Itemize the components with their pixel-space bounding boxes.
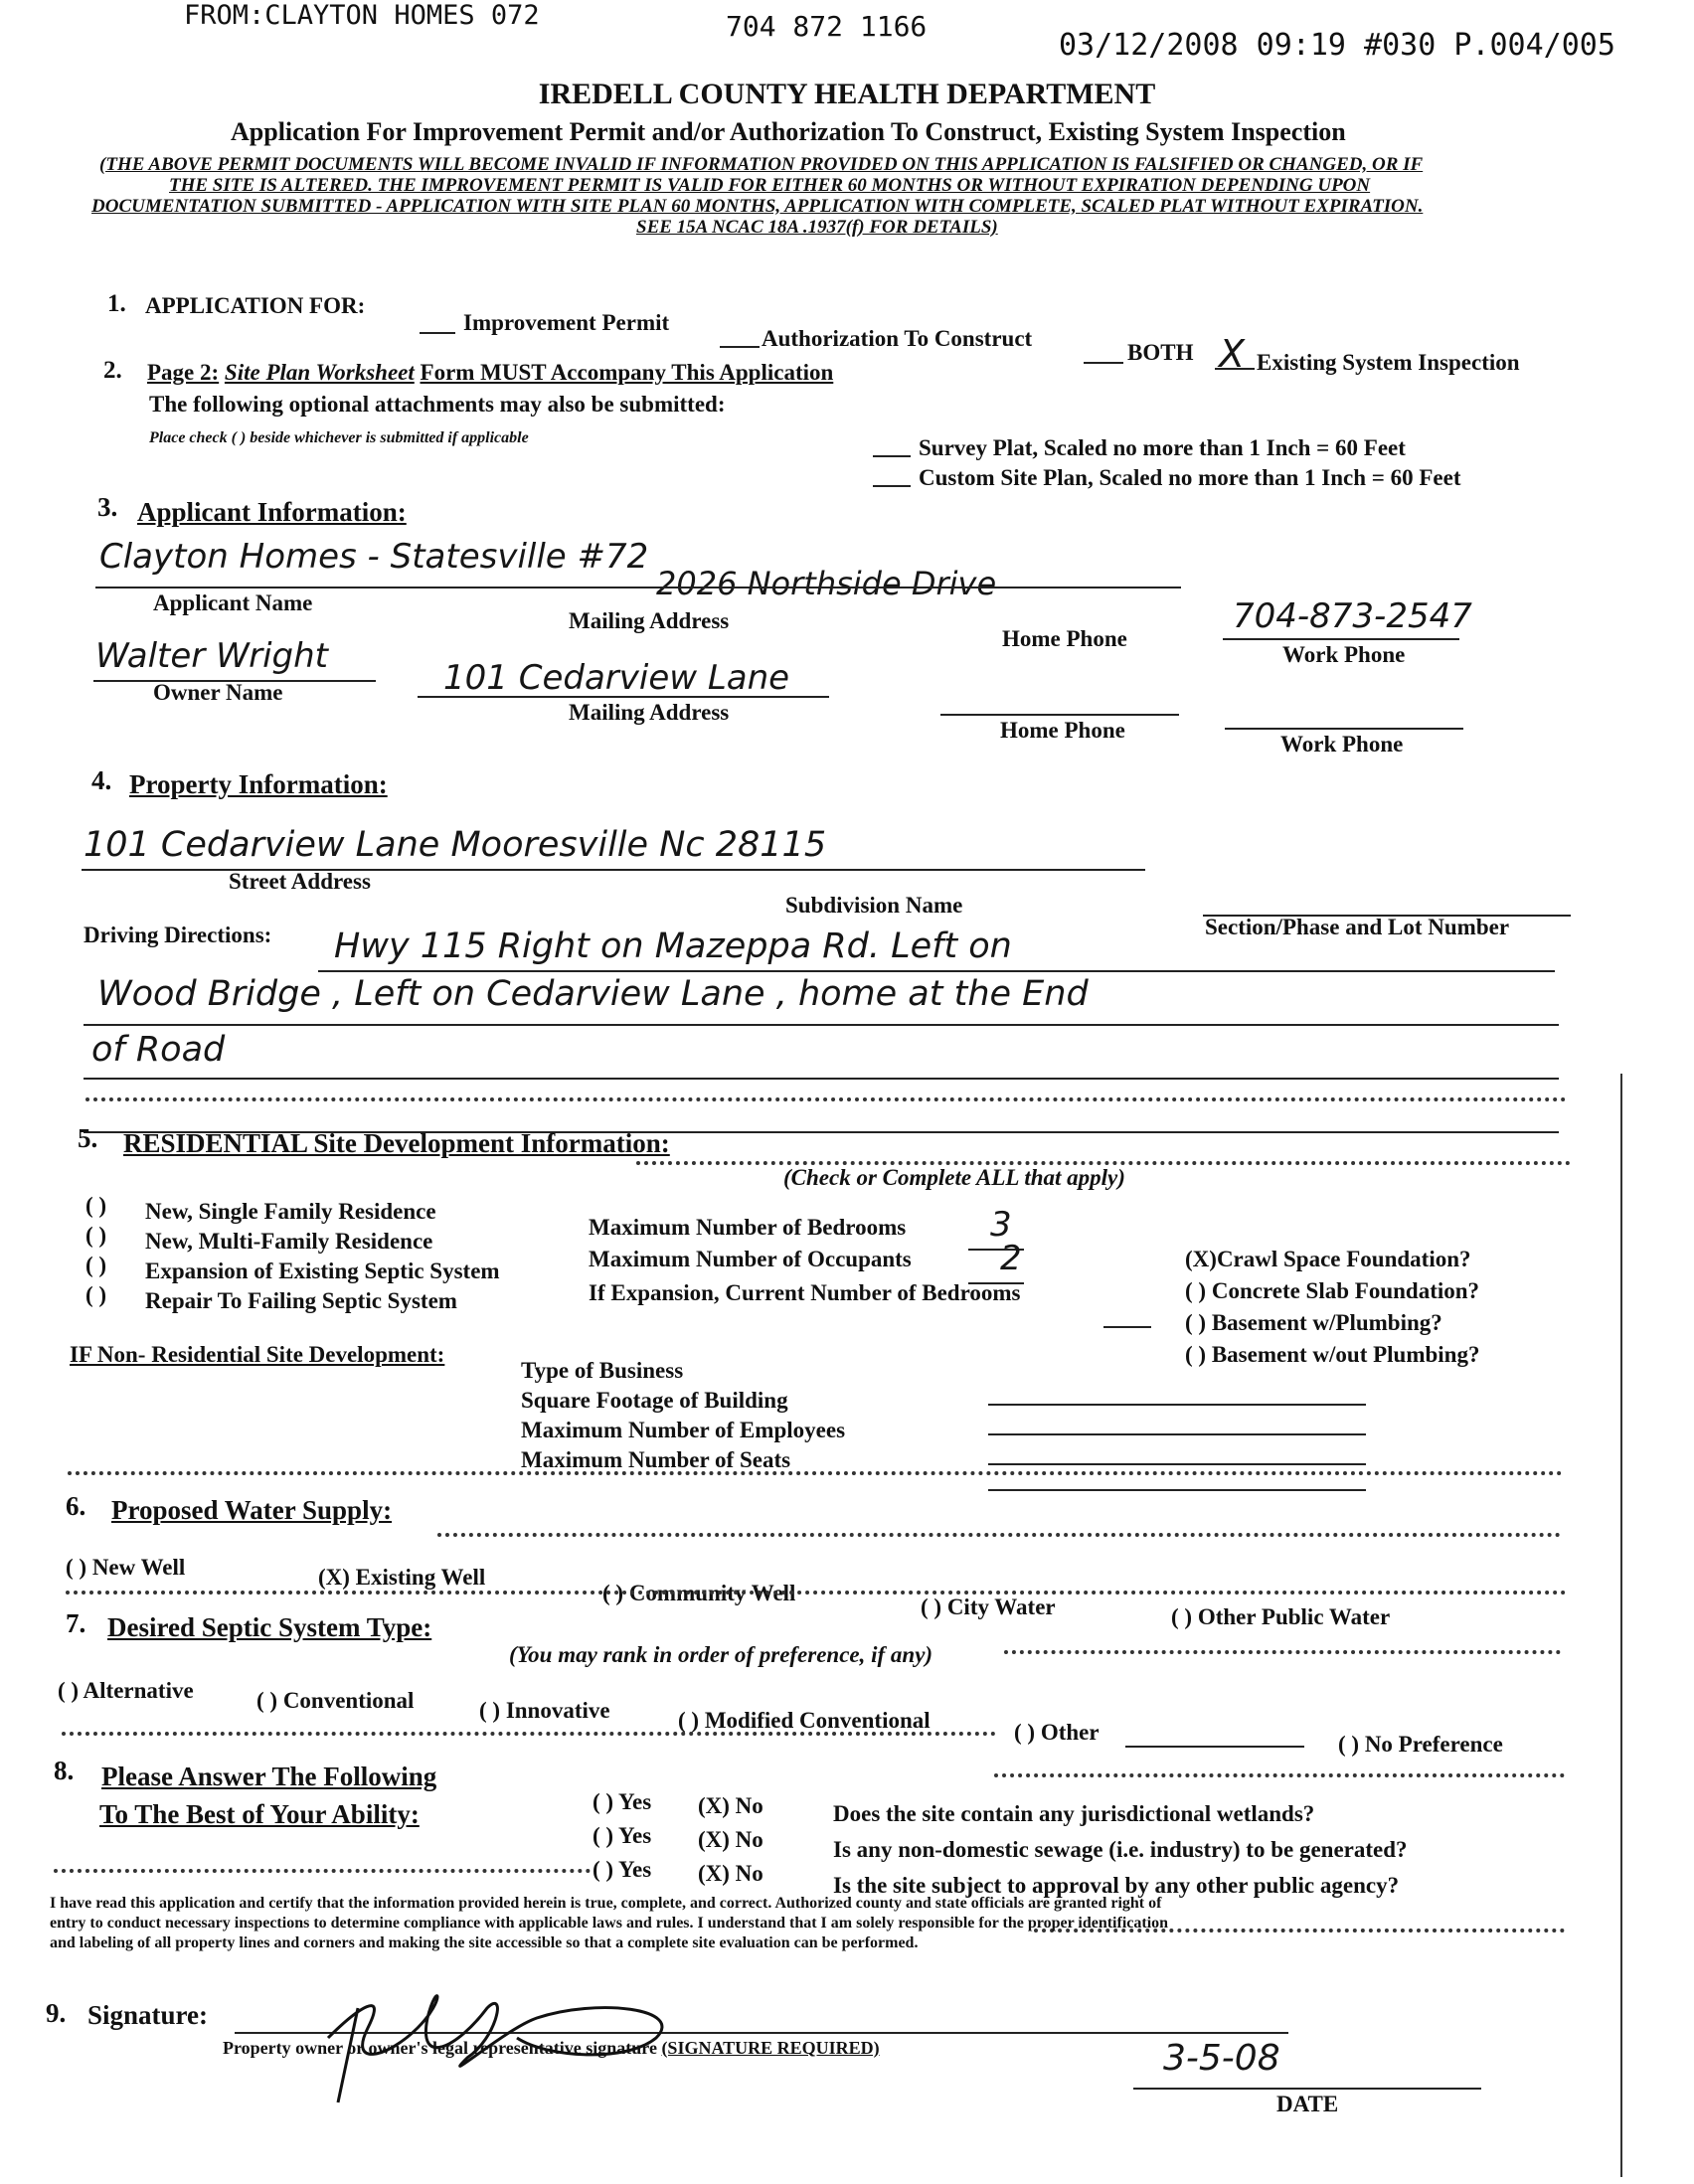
- sec4-title: Property Information:: [129, 769, 388, 799]
- septic-conventional[interactable]: ( ) Conventional: [256, 1688, 415, 1713]
- sec5-paren-3[interactable]: ( ): [85, 1253, 107, 1277]
- sec2-site-plan: Site Plan Worksheet: [224, 360, 415, 385]
- max-occupants-value: 2: [1000, 1239, 1022, 1278]
- sec5-paren-2[interactable]: ( ): [85, 1223, 107, 1248]
- sec7-hint: (You may rank in order of preference, if any): [509, 1642, 933, 1667]
- label-applicant-home-phone: Home Phone: [1002, 626, 1127, 651]
- q2-yes[interactable]: ( ) Yes: [593, 1823, 652, 1848]
- basement-plumb-label: Basement w/Plumbing?: [1211, 1310, 1442, 1335]
- water-existing-well[interactable]: (X) Existing Well: [318, 1565, 486, 1590]
- sec1-check-mark: X: [1219, 332, 1246, 376]
- max-bedrooms-value: 3: [990, 1205, 1012, 1245]
- sec5-opt-multi: New, Multi-Family Residence: [145, 1229, 433, 1254]
- sec5-paren-1[interactable]: ( ): [85, 1193, 107, 1218]
- sec5-title: RESIDENTIAL Site Development Information:: [123, 1128, 670, 1158]
- sec7-title: Desired Septic System Type:: [107, 1612, 432, 1642]
- cert-line-3: and labeling of all property lines and corners and making the site accessible so that a complete site evaluation can be performed.: [50, 1934, 919, 1951]
- water-community-well[interactable]: ( ) Community Well: [602, 1581, 796, 1605]
- septic-no-preference[interactable]: ( ) No Preference: [1338, 1732, 1503, 1757]
- septic-alternative[interactable]: ( ) Alternative: [58, 1678, 194, 1703]
- sec1-label: APPLICATION FOR:: [145, 293, 366, 318]
- sec7-number: 7.: [66, 1608, 86, 1638]
- label-applicant-mailing: Mailing Address: [569, 608, 730, 633]
- q3-no[interactable]: (X) No: [698, 1861, 763, 1886]
- owner-home-line[interactable]: [940, 714, 1179, 716]
- owner-name-value: Walter Wright: [95, 636, 328, 676]
- notice-line-2: THE SITE IS ALTERED. THE IMPROVEMENT PERMIT IS VALID FOR EITHER 60 MONTHS OR WITHOUT EXPIRATION DEPENDING UPON: [169, 175, 1371, 196]
- slab-paren[interactable]: ( ): [1185, 1278, 1207, 1303]
- label-owner-work-phone: Work Phone: [1280, 732, 1404, 756]
- scan-edge: [1620, 1074, 1622, 2177]
- sec4-number: 4.: [91, 765, 112, 795]
- directions-line-1-value: Hwy 115 Right on Mazeppa Rd. Left on: [334, 926, 1012, 966]
- nonres-business-line[interactable]: [988, 1404, 1366, 1406]
- fax-stamp: 03/12/2008 09:19 #030 P.004/005: [1059, 28, 1615, 63]
- applicant-line[interactable]: [95, 587, 1181, 588]
- sec6-title: Proposed Water Supply:: [111, 1495, 393, 1525]
- label-max-bedrooms: Maximum Number of Bedrooms: [589, 1215, 907, 1240]
- label-street-address: Street Address: [229, 869, 371, 894]
- date-value: 3-5-08: [1163, 2038, 1280, 2079]
- signature-caption: Property owner or owner's legal representative signature: [223, 2038, 657, 2058]
- applicant-address-value: 2026 Northside Drive: [656, 565, 997, 602]
- date-label: DATE: [1276, 2092, 1339, 2116]
- separator-3b: [1004, 1650, 1561, 1654]
- sec1-improvement-permit: Improvement Permit: [463, 310, 670, 335]
- signature-required: (SIGNATURE REQUIRED): [661, 2038, 880, 2058]
- applicant-name-value: Clayton Homes - Statesville #72: [99, 537, 649, 577]
- separator-3: [66, 1591, 1567, 1595]
- cert-line-2: entry to conduct necessary inspections to determine compliance with applicable laws and rules. I understand that I am solely responsible for the proper identification: [50, 1915, 1169, 1932]
- septic-other[interactable]: ( ) Other: [1014, 1720, 1100, 1745]
- separator-4b: [994, 1773, 1565, 1777]
- separator-1b: [636, 1161, 1571, 1165]
- septic-innovative[interactable]: ( ) Innovative: [479, 1698, 610, 1723]
- slab-label: Concrete Slab Foundation?: [1211, 1278, 1480, 1303]
- sec1-number: 1.: [107, 290, 126, 317]
- date-line[interactable]: [1133, 2088, 1481, 2090]
- nonres-seats: Maximum Number of Seats: [521, 1447, 791, 1472]
- q3-yes[interactable]: ( ) Yes: [593, 1857, 652, 1882]
- label-applicant-work-phone: Work Phone: [1282, 642, 1406, 667]
- owner-address-line[interactable]: [418, 696, 829, 698]
- sec3-number: 3.: [97, 492, 118, 522]
- directions-line-3[interactable]: [84, 1078, 1559, 1080]
- water-new-well[interactable]: ( ) New Well: [66, 1555, 186, 1580]
- owner-work-line[interactable]: [1225, 728, 1463, 730]
- water-city[interactable]: ( ) City Water: [921, 1595, 1056, 1619]
- fax-phone: 704 872 1166: [726, 10, 928, 43]
- q2-text: Is any non-domestic sewage (i.e. industry) to be generated?: [833, 1837, 1408, 1862]
- nonres-employees: Maximum Number of Employees: [521, 1418, 846, 1442]
- fax-from: FROM:CLAYTON HOMES 072: [184, 0, 540, 31]
- nonres-sqft-line[interactable]: [988, 1433, 1366, 1435]
- label-section-lot: Section/Phase and Lot Number: [1205, 915, 1510, 939]
- separator-1: [85, 1097, 1567, 1101]
- sec5-hint: (Check or Complete ALL that apply): [783, 1165, 1125, 1190]
- sec1-blank-improvement[interactable]: [420, 332, 455, 334]
- sec1-blank-authorization[interactable]: [720, 346, 760, 348]
- page-subtitle: Application For Improvement Permit and/or Authorization To Construct, Existing System Inspection: [231, 117, 1346, 146]
- directions-line-2[interactable]: [84, 1024, 1559, 1026]
- directions-line-3-value: of Road: [91, 1030, 226, 1070]
- separator-2b: [437, 1533, 1561, 1537]
- sec9-number: 9.: [46, 1998, 67, 2028]
- label-applicant-name: Applicant Name: [153, 590, 313, 615]
- nonres-title: IF Non- Residential Site Development:: [70, 1342, 445, 1367]
- sec2-note: Place check ( ) beside whichever is submitted if applicable: [149, 429, 529, 446]
- label-owner-mailing: Mailing Address: [569, 700, 730, 725]
- sec6-number: 6.: [66, 1491, 86, 1521]
- sec2-optional: The following optional attachments may also be submitted:: [149, 392, 726, 417]
- sec5-opt-expansion: Expansion of Existing Septic System: [145, 1259, 500, 1283]
- q1-no[interactable]: (X) No: [698, 1793, 763, 1818]
- sec3-title: Applicant Information:: [137, 497, 407, 527]
- street-address-value: 101 Cedarview Lane Mooresville Nc 28115: [84, 825, 827, 865]
- crawl-space-check[interactable]: (X): [1185, 1247, 1217, 1271]
- sec1-both: BOTH: [1127, 340, 1194, 365]
- notice-line-1: (THE ABOVE PERMIT DOCUMENTS WILL BECOME INVALID IF INFORMATION PROVIDED ON THIS APPLICATION IS FALSIFIED OR CHANGED, OR IF: [99, 154, 1424, 175]
- nonres-seats-line[interactable]: [988, 1489, 1366, 1491]
- q2-no[interactable]: (X) No: [698, 1827, 763, 1852]
- cert-line-1: I have read this application and certify that the information provided herein is true, complete, and correct. Authorized county and state officials are granted right of: [50, 1895, 1162, 1912]
- notice-line-4: SEE 15A NCAC 18A .1937(f) FOR DETAILS): [636, 217, 998, 238]
- basement-plumb-paren[interactable]: ( ): [1185, 1310, 1207, 1335]
- sec2-survey-plat: Survey Plat, Scaled no more than 1 Inch = 60 Feet: [919, 435, 1406, 460]
- sec1-authorization: Authorization To Construct: [762, 326, 1033, 351]
- sec1-existing-system: Existing System Inspection: [1257, 350, 1520, 375]
- nonres-employees-line[interactable]: [988, 1463, 1366, 1465]
- label-max-occupants: Maximum Number of Occupants: [589, 1247, 912, 1271]
- separator-5: [54, 1869, 591, 1873]
- sec2-custom-plan: Custom Site Plan, Scaled no more than 1 Inch = 60 Feet: [919, 465, 1461, 490]
- applicant-work-line[interactable]: [1223, 638, 1459, 640]
- owner-address-value: 101 Cedarview Lane: [443, 658, 790, 698]
- q1-yes[interactable]: ( ) Yes: [593, 1789, 652, 1814]
- sec2-must-accompany: Form MUST Accompany This Application: [420, 360, 834, 385]
- sec8-title-2: To The Best of Your Ability:: [99, 1799, 420, 1829]
- label-subdivision: Subdivision Name: [785, 893, 963, 918]
- sec5-number: 5.: [78, 1123, 98, 1153]
- nonres-sqft: Square Footage of Building: [521, 1388, 788, 1413]
- nonres-business: Type of Business: [521, 1358, 684, 1383]
- page-title: IREDELL COUNTY HEALTH DEPARTMENT: [538, 78, 1156, 110]
- septic-modified[interactable]: ( ) Modified Conventional: [678, 1708, 931, 1733]
- applicant-work-phone-value: 704-873-2547: [1233, 596, 1472, 636]
- crawl-space-label: Crawl Space Foundation?: [1216, 1247, 1471, 1271]
- notice-line-3: DOCUMENTATION SUBMITTED - APPLICATION WITH SITE PLAN 60 MONTHS, APPLICATION WITH COMPLETE, SCALED PLAT WITHOUT EXPIRATION.: [91, 196, 1424, 217]
- q3-text: Is the site subject to approval by any other public agency?: [833, 1873, 1400, 1898]
- label-owner-home-phone: Home Phone: [1000, 718, 1125, 743]
- expansion-bedrooms-line[interactable]: [1103, 1326, 1151, 1328]
- sec5-opt-repair: Repair To Failing Septic System: [145, 1288, 457, 1313]
- water-other-public[interactable]: ( ) Other Public Water: [1171, 1604, 1391, 1629]
- directions-line-2-value: Wood Bridge , Left on Cedarview Lane , home at the End: [97, 974, 1089, 1014]
- sec8-number: 8.: [54, 1756, 75, 1785]
- sec5-paren-4[interactable]: ( ): [85, 1282, 107, 1307]
- label-expansion-bedrooms: If Expansion, Current Number of Bedrooms: [589, 1280, 1021, 1305]
- label-driving-directions: Driving Directions:: [84, 923, 272, 947]
- sec2-blank-custom[interactable]: [873, 485, 911, 487]
- separator-2: [68, 1471, 1563, 1475]
- q1-text: Does the site contain any jurisdictional wetlands?: [833, 1801, 1315, 1826]
- sec5-opt-single: New, Single Family Residence: [145, 1199, 436, 1224]
- directions-line-1[interactable]: [318, 970, 1555, 972]
- basement-noplumb-label: Basement w/out Plumbing?: [1211, 1342, 1480, 1367]
- septic-other-line[interactable]: [1125, 1746, 1304, 1748]
- sec1-blank-both[interactable]: [1084, 362, 1123, 364]
- sec8-title-1: Please Answer The Following: [101, 1762, 437, 1791]
- label-owner-name: Owner Name: [153, 680, 283, 705]
- sec2-page2: Page 2:: [147, 360, 220, 385]
- sec9-label: Signature:: [87, 2000, 209, 2030]
- basement-noplumb-paren[interactable]: ( ): [1185, 1342, 1207, 1367]
- sec2-blank-survey[interactable]: [873, 455, 911, 457]
- sec2-number: 2.: [103, 357, 122, 384]
- separator-4: [62, 1732, 996, 1736]
